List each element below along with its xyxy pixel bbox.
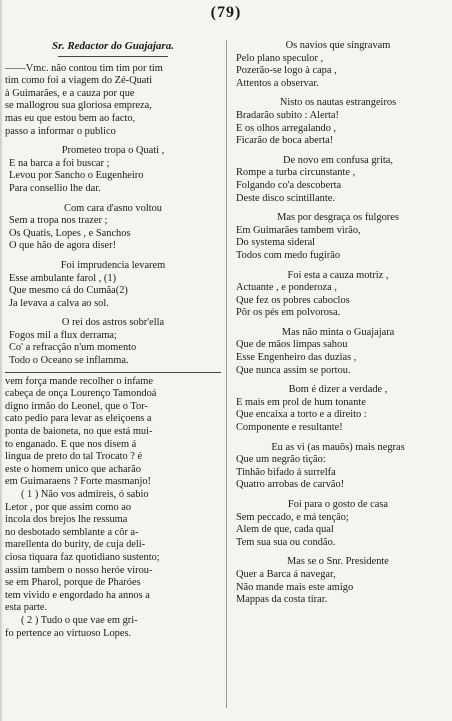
verse-line: Todo o Oceano se inflamma. [9, 355, 129, 367]
verse-line: Attentos a observar. [236, 77, 319, 89]
left-column [5, 40, 221, 640]
heading-rule [58, 56, 168, 57]
poem-stanza [232, 155, 444, 205]
verse-line: Sem a tropa nos trazer ; [9, 215, 108, 227]
poem-stanza [232, 442, 444, 492]
prose-line: este o homem unico que acharão [5, 463, 141, 475]
footnote-line: assim tambem o nosso heróe virou- [5, 564, 153, 576]
verse-line: E os olhos arregalando , [236, 122, 337, 134]
poem-stanza [232, 212, 444, 262]
footnote-line: no desbotado semblante a côr a- [5, 526, 139, 538]
verse-line: Que fez os pobres caboclos [236, 294, 350, 306]
verse-line: Todos com medo fugirão [236, 249, 341, 261]
poem-stanza [232, 40, 444, 90]
poem-stanza [5, 317, 221, 367]
verse-line: Quer a Barca á navegar, [236, 568, 336, 580]
verse-line: Eu as vi (as mauõs) mais negras [271, 441, 405, 453]
verse-line: Tinhão bifado á surrelfa [236, 466, 336, 478]
verse-line: Componente e resultante! [236, 422, 343, 434]
verse-line: Tem sua sua ou condão. [236, 536, 336, 548]
verse-line: Sem peccado, e má tenção; [236, 511, 349, 523]
intro-line: ——Vmc. não contou tim tim por tim [5, 62, 163, 74]
verse-line: Quatro arrobas de carvão! [236, 479, 345, 491]
verse-line: Pozerão-se logo à capa , [236, 65, 337, 77]
verse-line: Pelo plano speculor , [236, 52, 324, 64]
verse-line: E na barca a foi buscar ; [9, 157, 110, 169]
verse-line: Levou por Sancho o Eugenheiro [9, 170, 144, 182]
footnote-line: ( 2 ) Tudo o que vae em gri- [21, 614, 138, 626]
prose-line: digno irmão do Leonel, que o Tor- [5, 400, 148, 412]
prose-line: vem força mande recolher o infame [5, 375, 153, 387]
poem-stanza [232, 384, 444, 434]
verse-line: O que hão de agora diser! [9, 240, 117, 252]
poem-stanza [232, 97, 444, 147]
prose-line: to enganado. E que nos disem á [5, 438, 137, 450]
verse-line: Actuante , e ponderoza , [236, 282, 337, 294]
intro-line: tim como foi a viagem do Zé-Quati [5, 75, 153, 87]
verse-line: O rei dos astros sobr'ella [61, 317, 165, 329]
verse-line: Os navios que singravam [285, 40, 391, 51]
letter-heading: Sr. Redactor do Guajajara. [52, 40, 174, 52]
verse-line: E mais em prol de hum tonante [236, 396, 366, 408]
verse-line: Prometeo tropa o Quati , [61, 145, 165, 157]
verse-line: Foi esta a cauza motriz , [287, 269, 389, 281]
section-rule [5, 372, 221, 373]
footnote-line: Letor , por que assim como ao [5, 501, 132, 513]
footnote-line: fo pertence ao virtuoso Lopes. [5, 627, 132, 639]
verse-line: Mappas da costa tirar. [236, 594, 328, 606]
footnote-line: incola dos brejos lhe ressuma [5, 514, 128, 526]
verse-line: Para consellio lhe dar. [9, 182, 101, 194]
verse-line: Que um negrão tição: [236, 454, 326, 466]
verse-line: Que nunca assim se portou. [236, 364, 351, 376]
right-column [232, 40, 444, 607]
poem-stanza [232, 327, 444, 377]
footnote-line: marellenta do burity, de cuja deli- [5, 539, 146, 551]
verse-line: Fogos mil a flux derrama; [9, 329, 117, 341]
verse-line: Ficarão de boca aberta! [236, 135, 334, 147]
verse-line: Foi imprudencia levarem [60, 259, 166, 271]
verse-line: De novo em confusa grita, [283, 154, 393, 166]
prose-line: lingua de preto do tal Trocato ? é [5, 451, 143, 463]
verse-line: Bradarão subito : Alerta! [236, 109, 340, 121]
footnote-line: tem vivido e engordado ha annos a [5, 589, 150, 601]
verse-line: Que encaixa a torto e a direito : [236, 409, 367, 421]
verse-line: Alem de que, cada qual [236, 524, 334, 536]
prose-line: cabeça de onça Lourenço Tamondoá [5, 388, 157, 400]
prose-line: em Guimaraens ? Forte masmanjo! [5, 476, 152, 488]
intro-line: passo a informar o publico [5, 125, 116, 137]
verse-line: Não mande mais este amigo [236, 581, 354, 593]
intro-line: se mallogrou sua gloriosa empreza, [5, 100, 152, 112]
poem-stanza [232, 556, 444, 606]
intro-line: mas eu que estou bem ao facto, [5, 112, 136, 124]
verse-line: Rompe a turba circunstante , [236, 167, 356, 179]
prose-line: ponta de baioneta, no que está mui- [5, 426, 153, 438]
verse-line: Folgando co'a descoberta [236, 179, 342, 191]
page-number: (79) [210, 4, 242, 21]
verse-line: Esse ambulante farol , (1) [9, 272, 117, 284]
prose-and-footnotes [5, 376, 221, 640]
verse-line: Os Quatis, Lopes , e Sanchos [9, 227, 131, 239]
verse-line: Ja levava a calva ao sol. [9, 297, 109, 309]
footnote-line: se em Pharol, porque de Pharóes [5, 577, 141, 589]
verse-line: Mas por desgraça os fulgores [277, 212, 399, 224]
verse-line: Do systema sideral [236, 237, 316, 249]
footnote-line: esta parte. [5, 602, 48, 614]
intro-paragraph [5, 63, 221, 139]
verse-line: Que mesmo cá do Cumãa(2) [9, 285, 128, 297]
poem-stanza [232, 499, 444, 549]
verse-line: Bom é dizer a verdade , [288, 384, 388, 396]
verse-line: Em Guimarães tambem virão, [236, 224, 361, 236]
intro-line: à Guimarães, e a cauza por que [5, 87, 135, 99]
verse-line: Mas se o Snr. Presidente [287, 556, 389, 568]
verse-line: Deste disco scintillante. [236, 192, 335, 204]
verse-line: Esse Engenheiro das duzias , [236, 352, 357, 364]
poem-stanza [232, 270, 444, 320]
column-divider [226, 40, 227, 708]
verse-line: Pôr os pés em polvorosa. [236, 307, 341, 319]
verse-line: Mas não minta o Guajajara [281, 326, 395, 338]
verse-line: Que de mãos limpas sahou [236, 339, 348, 351]
verse-line: Foi para o gosto de casa [287, 499, 389, 510]
poem-stanza [5, 145, 221, 195]
verse-line: Com cara d'asno voltou [64, 202, 162, 214]
footnote-line: ciosa tiquara faz quotidiano sustento; [5, 551, 160, 563]
poem-stanza [5, 260, 221, 310]
verse-line: Co' a refracção n'um momento [9, 342, 137, 354]
poem-stanza [5, 203, 221, 253]
scan-edge [0, 0, 3, 721]
verse-line: Nisto os nautas estrangeiros [279, 97, 397, 109]
prose-line: cato pedio para levar as eleiçoens a [5, 413, 152, 425]
footnote-line: ( 1 ) Não vos admireis, ó sabio [21, 489, 149, 500]
